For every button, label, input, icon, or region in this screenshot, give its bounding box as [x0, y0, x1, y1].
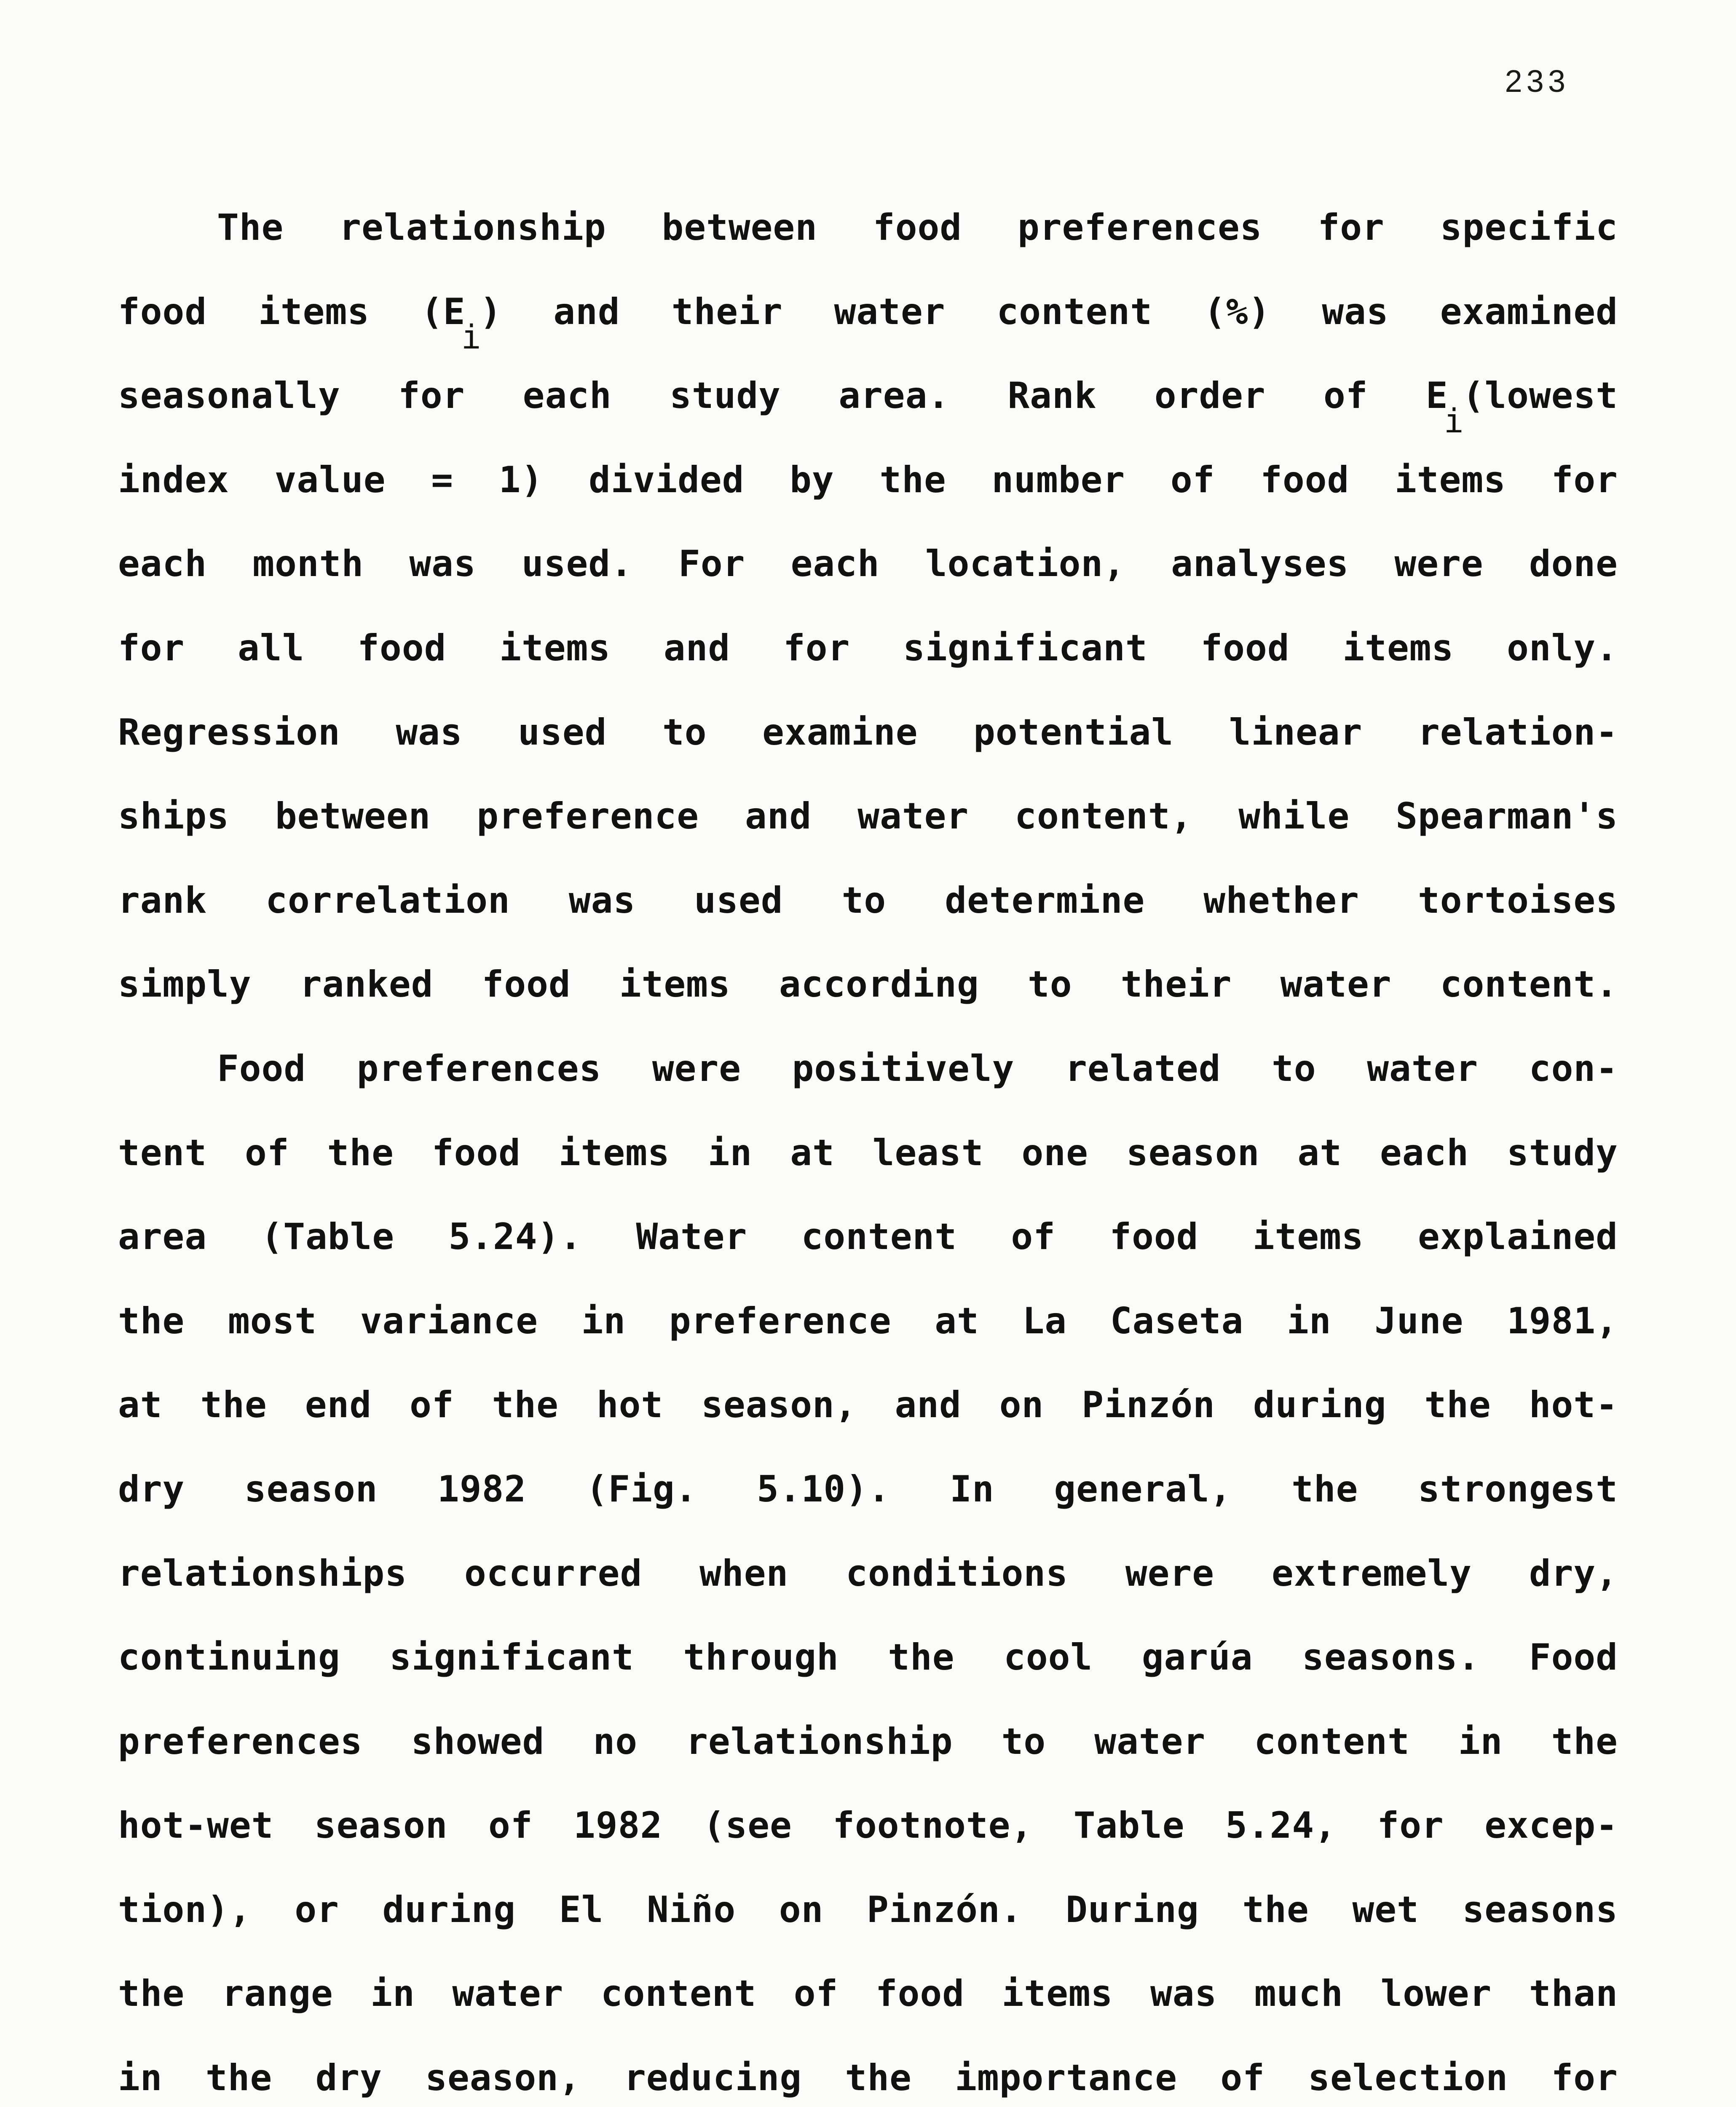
word: and — [663, 627, 731, 669]
word: used — [694, 879, 783, 922]
word: season, — [701, 1384, 857, 1426]
word: according — [779, 963, 979, 1006]
word: the — [845, 2057, 912, 2099]
word: each — [118, 543, 207, 585]
word: tortoises — [1417, 879, 1618, 922]
word: was — [568, 879, 636, 922]
word: conditions — [846, 1552, 1068, 1595]
word: excep- — [1484, 1804, 1618, 1847]
word: food — [431, 1131, 521, 1174]
word: items — [1252, 1216, 1364, 1258]
word: in — [707, 1131, 753, 1174]
word: during — [382, 1888, 516, 1931]
word: at — [1297, 1131, 1342, 1174]
word: on — [779, 1888, 824, 1931]
text-line — [118, 1468, 1618, 1552]
word: to — [1001, 1720, 1046, 1763]
word: between — [662, 206, 817, 249]
word: while — [1238, 795, 1350, 838]
word: continuing — [118, 1636, 340, 1679]
word: 1982 — [573, 1804, 663, 1847]
word: most — [228, 1300, 317, 1342]
word: for — [1377, 1804, 1444, 1847]
word: used — [518, 711, 607, 753]
word: location, — [925, 543, 1125, 585]
word: showed — [411, 1720, 545, 1763]
word: the — [1242, 1888, 1309, 1931]
word: than — [1529, 1973, 1618, 2015]
word: items — [1342, 627, 1454, 669]
word: relationship — [339, 206, 606, 249]
word: potential — [973, 711, 1174, 753]
word: was — [1150, 1973, 1217, 2015]
word: of — [488, 1804, 533, 1847]
text-line — [118, 879, 1618, 964]
word: related — [1065, 1047, 1221, 1090]
word: items — [1002, 1973, 1113, 2015]
word: content — [1254, 1720, 1410, 1763]
text-line — [118, 1973, 1618, 2057]
word: Pinzón — [1082, 1384, 1215, 1426]
subscript: i — [461, 318, 482, 357]
word: water — [1280, 963, 1392, 1006]
word: of — [793, 1973, 839, 2015]
word: food — [1109, 1216, 1199, 1258]
word: content — [801, 1216, 957, 1258]
text-line — [118, 711, 1618, 796]
word: water — [1367, 1047, 1479, 1090]
word: extremely — [1271, 1552, 1472, 1595]
word: each — [522, 375, 612, 417]
word: dry — [118, 1468, 185, 1510]
word: During — [1066, 1888, 1199, 1931]
word: explained — [1417, 1216, 1618, 1258]
word: season — [1126, 1131, 1260, 1174]
word: divided — [589, 458, 745, 501]
word: dry, — [1529, 1552, 1618, 1595]
word: index — [118, 458, 229, 501]
word: and — [745, 795, 812, 838]
word: at — [790, 1131, 835, 1174]
word: of — [1011, 1216, 1056, 1258]
word: the — [879, 458, 946, 501]
word: study — [1506, 1131, 1618, 1174]
word: relation- — [1417, 711, 1618, 753]
word: least — [872, 1131, 984, 1174]
word: 5.10). — [757, 1468, 890, 1510]
word: La — [1022, 1300, 1067, 1342]
word: (%) — [1203, 290, 1271, 333]
word: correlation — [265, 879, 510, 922]
word: were — [652, 1047, 742, 1090]
word: the — [200, 1384, 267, 1426]
word: each — [790, 543, 880, 585]
word: was — [396, 711, 463, 753]
text-line — [118, 291, 1618, 375]
word: Caseta — [1110, 1300, 1244, 1342]
word: = — [431, 458, 453, 501]
word: the — [1291, 1468, 1358, 1510]
text-line — [118, 1048, 1618, 1132]
word: of — [1170, 458, 1215, 501]
word: preferences — [118, 1720, 363, 1763]
word: food — [118, 290, 207, 333]
word: 1981, — [1507, 1300, 1618, 1342]
text-line — [118, 1721, 1618, 1805]
word: for — [118, 627, 185, 669]
word: much — [1254, 1973, 1343, 2015]
word: order — [1154, 375, 1266, 417]
word: study — [670, 375, 781, 417]
word: seasonally — [118, 375, 340, 417]
word: Ei(lowest — [1425, 375, 1618, 441]
word: the — [1551, 1720, 1618, 1763]
word: or — [295, 1888, 339, 1931]
text-line — [118, 1889, 1618, 1973]
word: to — [1272, 1047, 1316, 1090]
word: for — [1318, 206, 1385, 249]
word: all — [238, 627, 305, 669]
word: and — [553, 290, 620, 333]
word: dry — [315, 2057, 382, 2099]
word: reducing — [624, 2057, 802, 2099]
word: their — [671, 290, 783, 333]
word: seasons. — [1302, 1636, 1480, 1679]
word: content — [997, 290, 1152, 333]
word: seasons — [1462, 1888, 1618, 1931]
word: items — [1395, 458, 1506, 501]
word: content, — [1015, 795, 1193, 838]
text-line — [118, 206, 1618, 291]
word: analyses — [1171, 543, 1349, 585]
word: positively — [792, 1047, 1015, 1090]
word: were — [1125, 1552, 1214, 1595]
word: importance — [955, 2057, 1177, 2099]
word: in — [118, 2057, 163, 2099]
word: 1) — [498, 458, 544, 501]
text-line — [118, 1384, 1618, 1468]
word: area — [118, 1216, 207, 1258]
word: occurred — [464, 1552, 643, 1595]
word: range — [222, 1973, 333, 2015]
word: garúa — [1141, 1636, 1253, 1679]
word: food — [1260, 458, 1350, 501]
word: simply — [118, 963, 252, 1006]
word: water — [834, 290, 946, 333]
word: the — [1424, 1384, 1491, 1426]
word: for — [783, 627, 850, 669]
word: (Fig. — [586, 1468, 697, 1510]
word: to — [841, 879, 887, 922]
page-number: 233 — [1505, 64, 1570, 99]
text-line — [118, 1804, 1618, 1889]
word: rank — [118, 879, 207, 922]
word: Water — [636, 1216, 747, 1258]
word: In — [950, 1468, 994, 1510]
word: food — [1200, 627, 1290, 669]
word: content — [600, 1973, 757, 2015]
word: lower — [1380, 1973, 1492, 2015]
word: June — [1374, 1300, 1464, 1342]
word: between — [275, 795, 431, 838]
word: for — [1551, 458, 1618, 501]
word: (see — [703, 1804, 792, 1847]
word: food — [482, 963, 571, 1006]
word: in — [1458, 1720, 1503, 1763]
word: determine — [945, 879, 1145, 922]
word: done — [1529, 543, 1618, 585]
word: one — [1021, 1131, 1088, 1174]
word: hot — [596, 1384, 664, 1426]
word: The — [217, 206, 284, 249]
word: relationships — [118, 1552, 407, 1595]
word: Regression — [118, 711, 340, 753]
word: Table — [1073, 1804, 1185, 1847]
word: 5.24, — [1225, 1804, 1337, 1847]
word: season, — [425, 2057, 581, 2099]
word: For — [678, 543, 745, 585]
text-line — [118, 375, 1618, 459]
word: food — [357, 627, 447, 669]
word: Spearman's — [1396, 795, 1618, 838]
text-line — [118, 1132, 1618, 1216]
word: significant — [903, 627, 1148, 669]
word: the — [118, 1973, 185, 2015]
word: Food — [1529, 1636, 1618, 1679]
word: each — [1380, 1131, 1469, 1174]
word: on — [999, 1384, 1044, 1426]
text-line — [118, 795, 1618, 879]
word: season — [244, 1468, 378, 1510]
word: content. — [1440, 963, 1618, 1006]
word: food — [873, 206, 962, 249]
word: value — [274, 458, 386, 501]
word: by — [790, 458, 834, 501]
word: of — [245, 1131, 289, 1174]
word: cool — [1004, 1636, 1093, 1679]
word: was — [409, 543, 476, 585]
word: for — [398, 375, 465, 417]
word: items — [619, 963, 731, 1006]
word: items — [499, 627, 611, 669]
word: water — [452, 1973, 564, 2015]
word: to — [1027, 963, 1072, 1006]
word: the — [492, 1384, 559, 1426]
word: Food — [217, 1047, 306, 1090]
word: preferences — [1017, 206, 1262, 249]
word: preferences — [356, 1047, 602, 1090]
word: tion), — [118, 1888, 252, 1931]
text-line — [118, 1636, 1618, 1721]
word: for — [1551, 2057, 1618, 2099]
word: significant — [389, 1636, 634, 1679]
word: 1982 — [437, 1468, 527, 1510]
word: 5.24). — [448, 1216, 582, 1258]
word: of — [1220, 2057, 1265, 2099]
word: season — [314, 1804, 448, 1847]
word: whether — [1203, 879, 1359, 922]
word: and — [895, 1384, 962, 1426]
word: hot- — [1529, 1384, 1618, 1426]
text-line — [118, 963, 1618, 1048]
word: in — [370, 1973, 415, 2015]
word: ranked — [300, 963, 434, 1006]
word: number — [991, 458, 1125, 501]
word: Niño — [647, 1888, 736, 1931]
word: food — [875, 1973, 964, 2015]
text-line — [118, 627, 1618, 711]
word: con- — [1529, 1047, 1618, 1090]
word: was — [1322, 290, 1389, 333]
text-line — [118, 2057, 1618, 2107]
word: water — [1094, 1720, 1206, 1763]
word: of — [1323, 375, 1368, 417]
word: general, — [1054, 1468, 1232, 1510]
word: the — [888, 1636, 955, 1679]
word: through — [683, 1636, 839, 1679]
word: used. — [521, 543, 633, 585]
word: no — [593, 1720, 638, 1763]
word: only. — [1507, 627, 1618, 669]
word: in — [581, 1300, 626, 1342]
word: items — [558, 1131, 670, 1174]
text-line — [118, 1300, 1618, 1384]
text-line — [118, 1216, 1618, 1300]
text-line — [118, 1552, 1618, 1637]
word: selection — [1308, 2057, 1508, 2099]
word: examine — [762, 711, 918, 753]
word: end — [305, 1384, 372, 1426]
text-line — [118, 543, 1618, 627]
word: relationship — [686, 1720, 953, 1763]
word: the — [327, 1131, 394, 1174]
word: strongest — [1417, 1468, 1618, 1510]
word: their — [1120, 963, 1232, 1006]
word: examined — [1440, 290, 1618, 333]
word: area. — [839, 375, 950, 417]
word: items — [258, 290, 370, 333]
word: during — [1253, 1384, 1387, 1426]
word: Rank — [1007, 375, 1097, 417]
word: the — [205, 2057, 273, 2099]
word: when — [699, 1552, 789, 1595]
word: (Table — [261, 1216, 395, 1258]
word: specific — [1440, 206, 1618, 249]
word: variance — [360, 1300, 538, 1342]
word: at — [118, 1384, 163, 1426]
word: preference — [669, 1300, 892, 1342]
word: preference — [477, 795, 699, 838]
word: to — [662, 711, 707, 753]
word: were — [1394, 543, 1484, 585]
word: month — [252, 543, 364, 585]
word: at — [935, 1300, 979, 1342]
word: (Ei) — [421, 290, 502, 357]
word: tent — [118, 1131, 207, 1174]
word: El — [559, 1888, 604, 1931]
word: Pinzón. — [867, 1888, 1023, 1931]
word: in — [1287, 1300, 1331, 1342]
word: the — [118, 1300, 185, 1342]
word: footnote, — [833, 1804, 1033, 1847]
body-text — [118, 206, 1618, 2107]
subscript: i — [1444, 402, 1464, 441]
word: linear — [1229, 711, 1363, 753]
text-line — [118, 459, 1618, 543]
word: hot-wet — [118, 1804, 274, 1847]
word: of — [410, 1384, 454, 1426]
word: water — [857, 795, 969, 838]
word: ships — [118, 795, 229, 838]
word: wet — [1352, 1888, 1419, 1931]
